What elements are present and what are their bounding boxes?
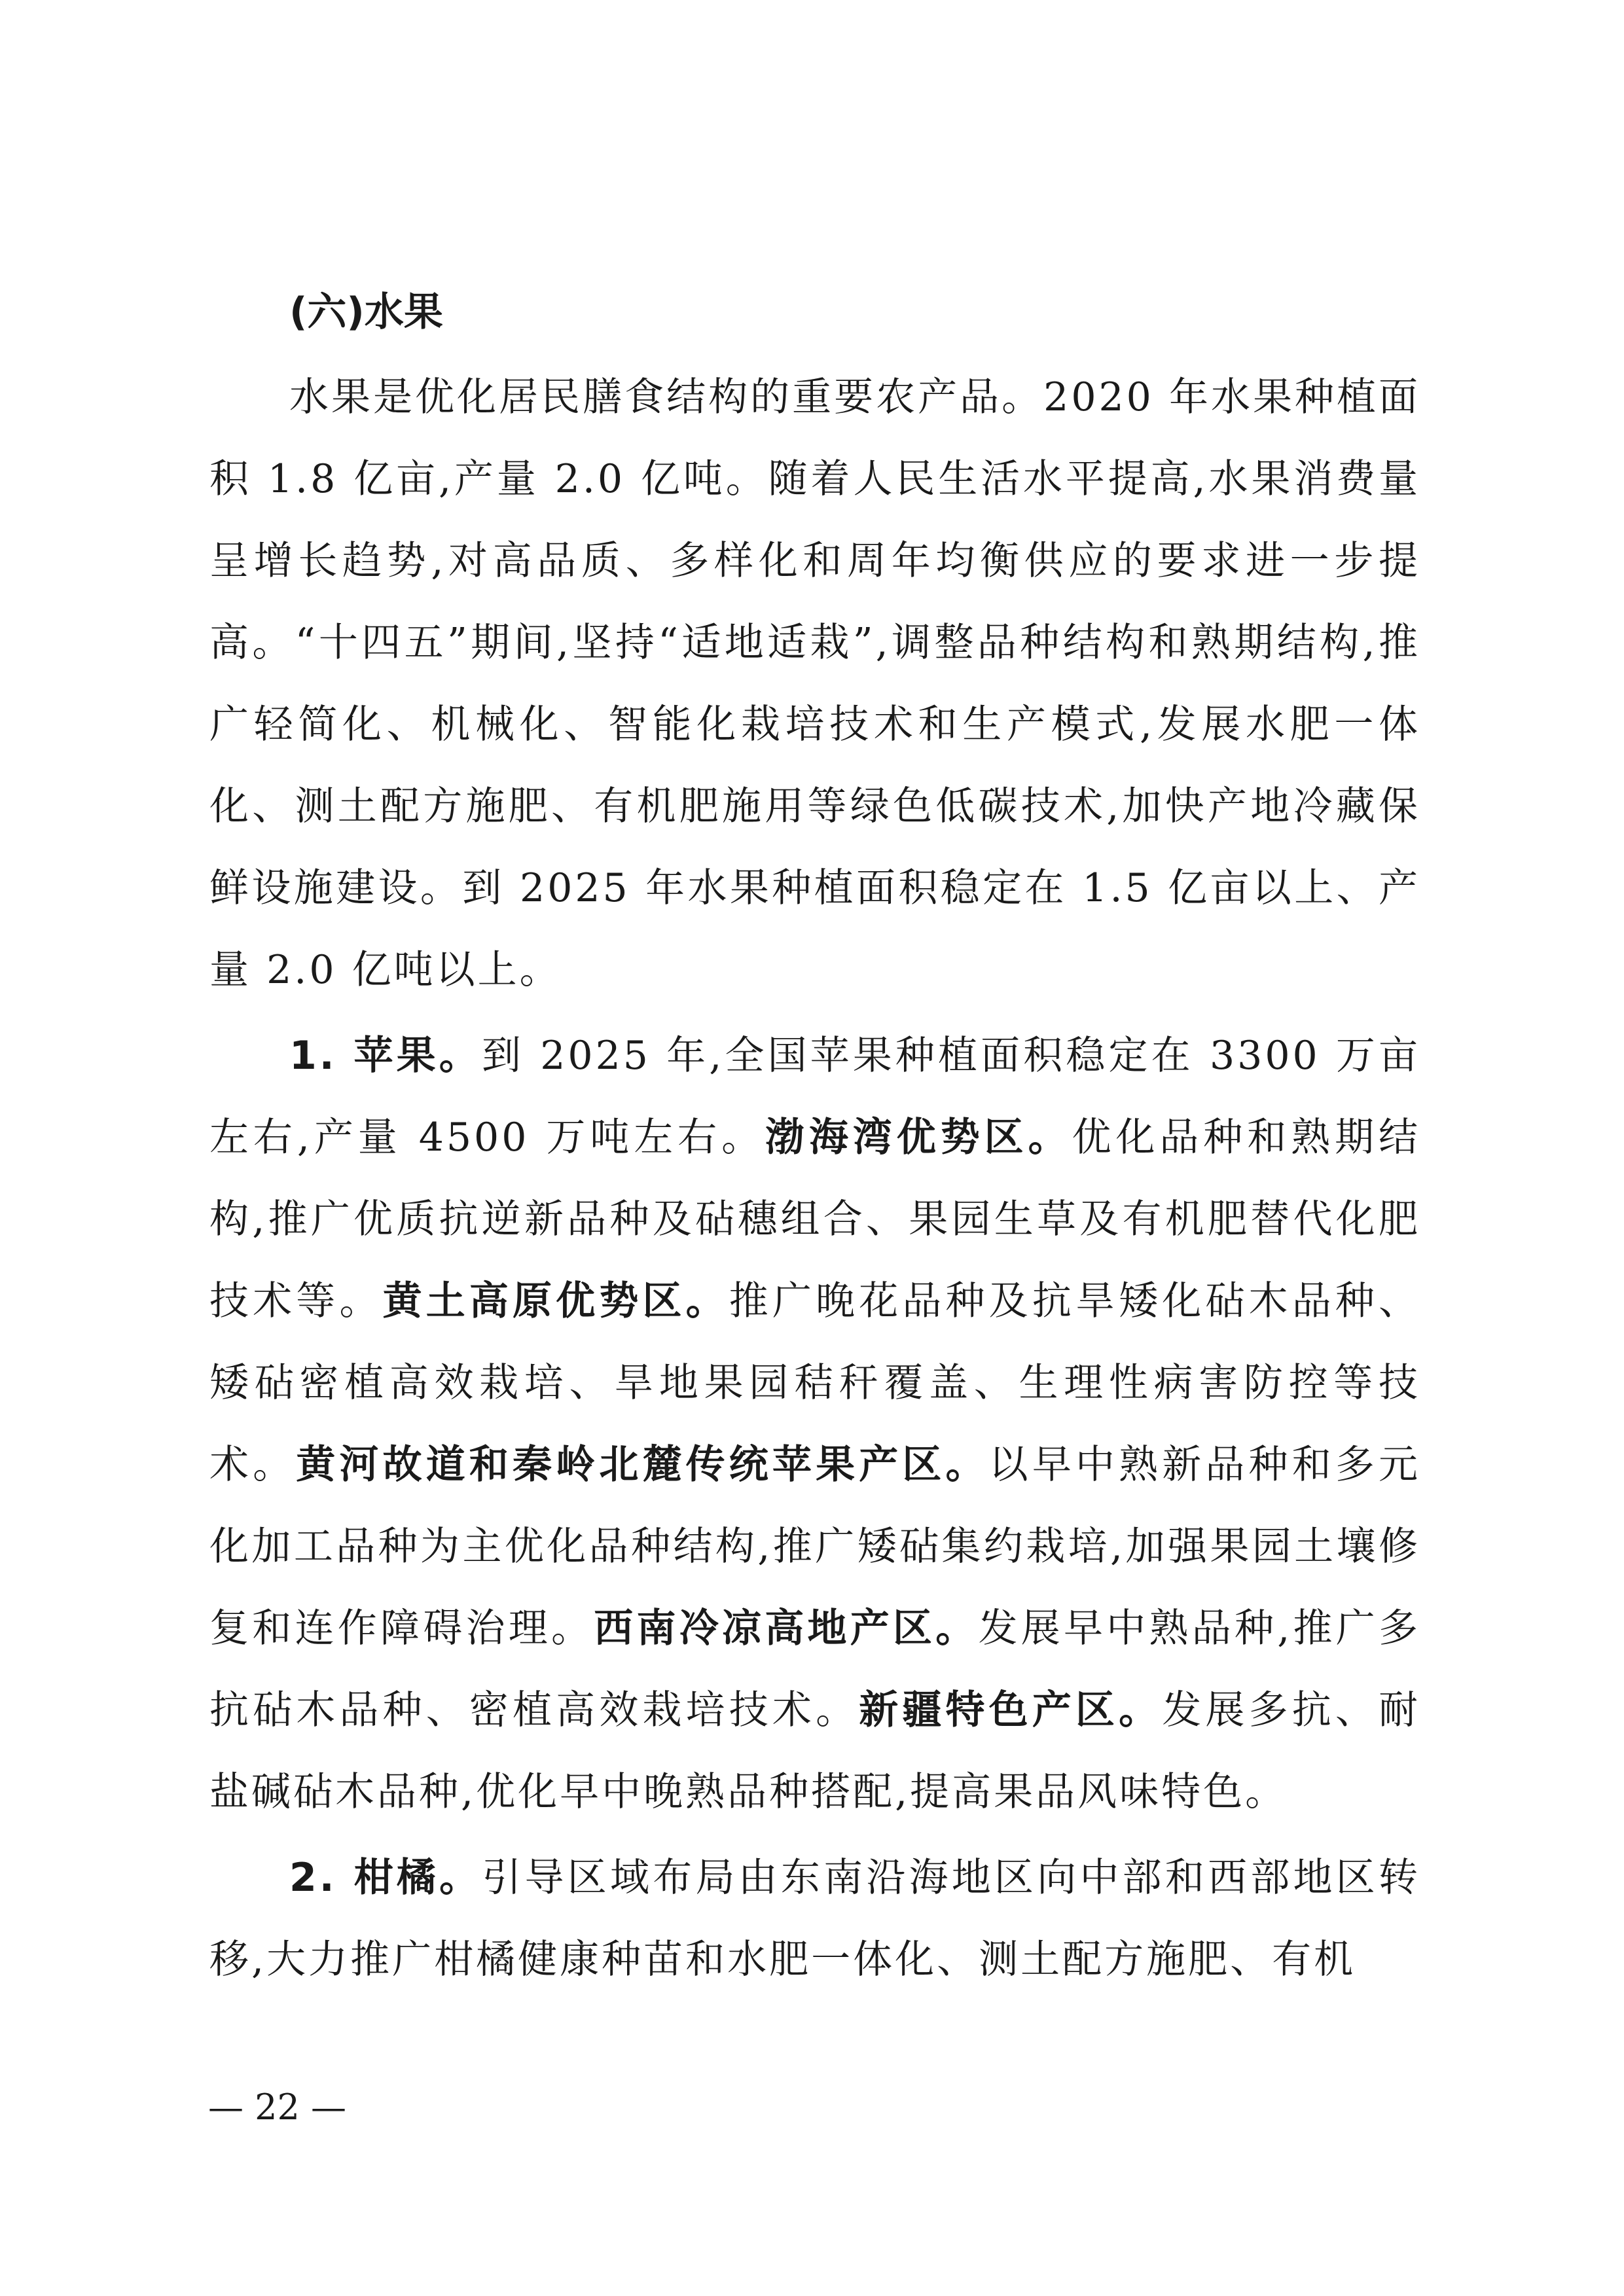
citrus-paragraph — [209, 1837, 1420, 2001]
apple-paragraph — [209, 1015, 1420, 1833]
apple-text-2: 优化品种和熟期结构,推广优质抗逆新品种及砧穗组合、果园生草及有机肥替代化肥技术等。 — [209, 1115, 1420, 1324]
apple-title: 1. 苹果。 — [289, 1033, 482, 1079]
page-number: — 22 — — [208, 2087, 347, 2128]
citrus-title: 2. 柑橘。 — [289, 1855, 482, 1901]
apple-text-1: 到 2025 年,全国苹果种植面积稳定在 3300 万亩左右,产量 4500 万吨左右。 — [209, 1033, 1420, 1160]
document-body — [209, 268, 1420, 2001]
region-southwest: 西南冷凉高地产区。 — [594, 1605, 979, 1651]
section-heading: (六)水果 — [289, 289, 443, 335]
intro-paragraph: 水果是优化居民膳食结构的重要农产品。2020 年水果种植面积 1.8 亿亩,产量 2.0 亿吨。随着人民生活水平提高,水果消费量呈增长趋势,对高品质、多样化和周年均衡供应的要求进一步提高。“十四五”期间,坚持“适地适栽”,调整品种结构和熟期结构,推广轻简化、机械化、智能化栽培技术和生产模式,发展水肥一体化、测土配方施肥、有机肥施用等绿色低碳技术,加快产地冷藏保鲜设施建设。到 2025 年水果种植面积稳定在 1.5 亿亩以上、产量 2.0 亿吨以上。 — [209, 374, 1420, 993]
region-xinjiang: 新疆特色产区。 — [859, 1687, 1163, 1733]
apple-text-4: 以早中熟新品种和多元化加工品种为主优化品种结构,推广矮砧集约栽培,加强果园土壤修复和连作障碍治理。 — [209, 1442, 1421, 1651]
region-loess: 黄土高原优势区。 — [382, 1278, 729, 1324]
region-yellow-river: 黄河故道和秦岭北麓传统苹果产区。 — [296, 1442, 989, 1488]
apple-text-5: 发展早中熟品种,推广多抗砧木品种、密植高效栽培技术。 — [209, 1605, 1421, 1733]
region-bohai: 渤海湾优势区。 — [765, 1115, 1072, 1160]
apple-text-3: 推广晚花品种及抗旱矮化砧木品种、矮砧密植高效栽培、旱地果园秸秆覆盖、生理性病害防控等技术。 — [209, 1278, 1421, 1488]
citrus-text-1: 引导区域布局由东南沿海地区向中部和西部地区转移,大力推广柑橘健康种苗和水肥一体化、测土配方施肥、有机 — [209, 1855, 1420, 1982]
apple-text-6: 发展多抗、耐盐碱砧木品种,优化早中晚熟品种搭配,提高果品风味特色。 — [209, 1687, 1421, 1815]
